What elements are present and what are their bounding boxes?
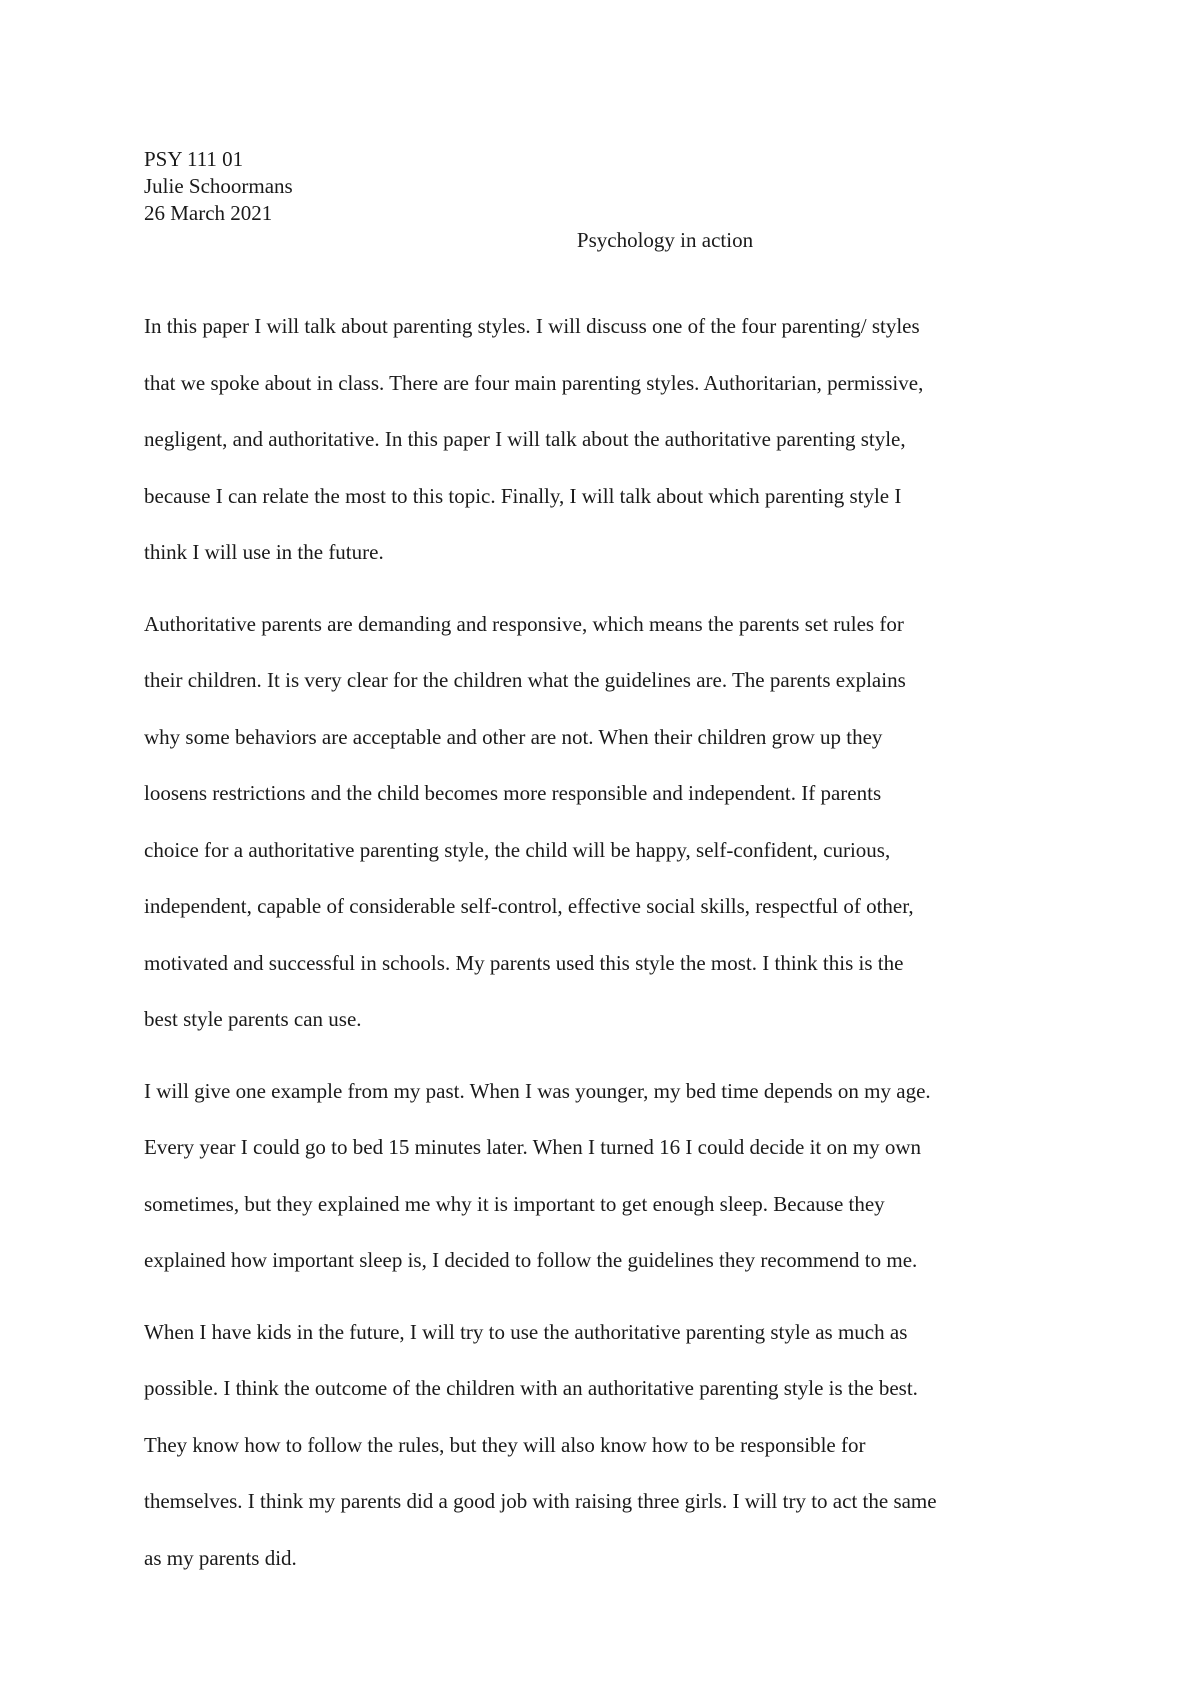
paragraph-1 — [144, 298, 1064, 581]
text-line: When I have kids in the future, I will try to use the authoritative parenting style as much as — [144, 1319, 908, 1344]
text-line: as my parents did. — [144, 1545, 297, 1570]
text-line: that we spoke about in class. There are four main parenting styles. Authoritarian, permissive, — [144, 370, 924, 395]
text-line: best style parents can use. — [144, 1007, 362, 1031]
text-line: loosens restrictions and the child becomes more responsible and independent. If parents — [144, 781, 882, 805]
date: 26 March 2021 — [144, 201, 273, 225]
text-line: In this paper I will talk about parenting styles. I will discuss one of the four parenting/ styles — [144, 314, 920, 338]
paragraph-3 — [144, 1063, 1064, 1289]
page-title: Psychology in action — [576, 228, 754, 252]
header-block — [144, 146, 293, 227]
text-line: sometimes, but they explained me why it is important to get enough sleep. Because they — [144, 1191, 885, 1216]
text-line: possible. I think the outcome of the children with an authoritative parenting style is the best. — [144, 1376, 918, 1400]
body-text — [144, 298, 1064, 1601]
text-line: because I can relate the most to this topic. Finally, I will talk about which parenting style I — [144, 483, 902, 508]
paragraph-4 — [144, 1304, 1064, 1587]
text-line: their children. It is very clear for the children what the guidelines are. The parents explains — [144, 668, 906, 692]
course-code: PSY 111 01 — [144, 147, 244, 171]
text-line: Authoritative parents are demanding and responsive, which means the parents set rules for — [144, 611, 904, 636]
text-line: Every year I could go to bed 15 minutes later. When I turned 16 I could decide it on my own — [144, 1135, 921, 1159]
text-line: think I will use in the future. — [144, 540, 384, 564]
text-line: explained how important sleep is, I decided to follow the guidelines they recommend to me. — [144, 1248, 918, 1272]
text-line: negligent, and authoritative. In this paper I will talk about the authoritative parenting style, — [144, 427, 906, 451]
text-line: motivated and successful in schools. My parents used this style the most. I think this is the — [144, 950, 904, 975]
text-line: independent, capable of considerable self-control, effective social skills, respectful of other, — [144, 894, 914, 918]
author-name: Julie Schoormans — [144, 174, 293, 198]
text-line: They know how to follow the rules, but they will also know how to be responsible for — [144, 1432, 866, 1457]
text-line: I will give one example from my past. When I was younger, my bed time depends on my age. — [144, 1078, 931, 1103]
text-line: choice for a authoritative parenting style, the child will be happy, self-confident, curious, — [144, 837, 891, 862]
paragraph-2 — [144, 596, 1064, 1048]
text-line: themselves. I think my parents did a good job with raising three girls. I will try to act the same — [144, 1489, 937, 1513]
text-line: why some behaviors are acceptable and other are not. When their children grow up they — [144, 724, 883, 749]
